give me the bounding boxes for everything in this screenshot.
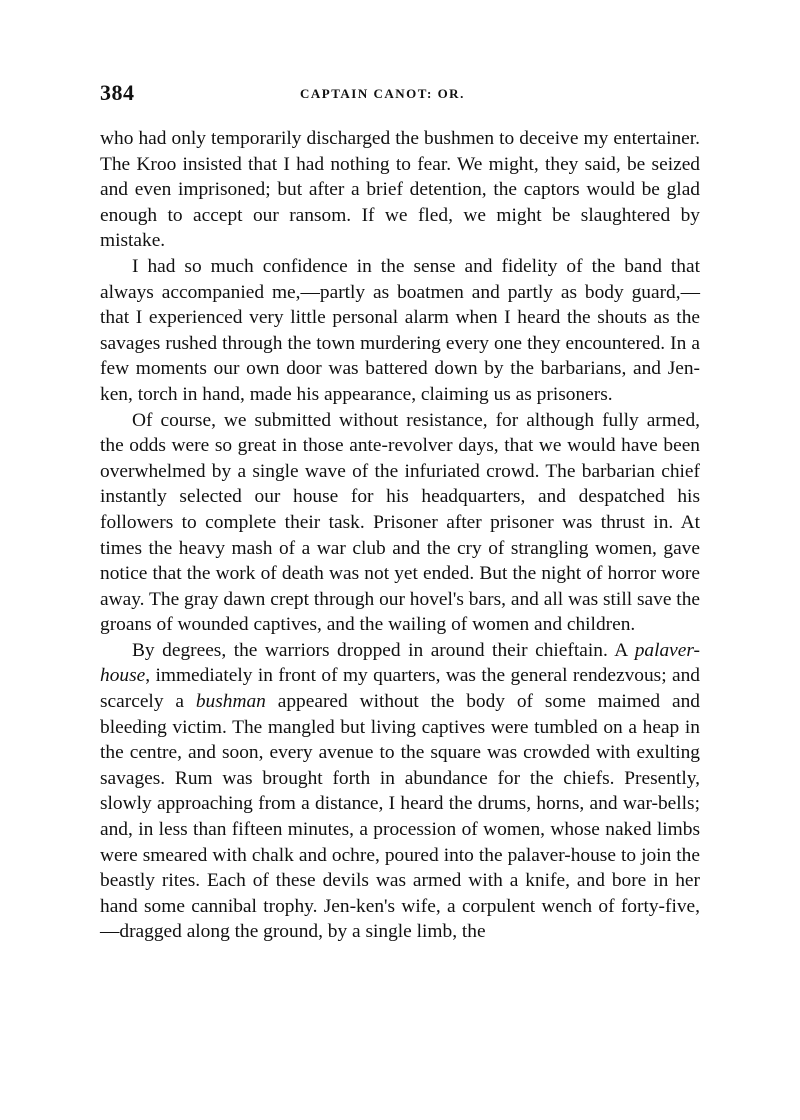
italic-bushman: bushman (195, 691, 266, 713)
paragraph-3: Of course, we submitted without resistance, for although fully armed, the odds were so great in those ante-revolver days, that we would have been overwhelmed by a single wave of the infuriated crowd. The barbarian chief instantly selected our house for his headquarters, and despatched his followers to complete their task. Prisoner after prisoner was thrust in. At times the heavy mash of a war club and the cry of strangling women, gave notice that the work of death was not yet ended. But the night of horror wore away. The gray dawn crept through our hovel's bars, and all was still save the groans of wounded captives, and the wailing of women and children. (100, 409, 700, 636)
paragraph-4-text-c: , immediately in front of my quarters, was the general rendezvous; and scarcely a (100, 665, 700, 713)
body-text (100, 126, 700, 945)
paragraph-1: who had only temporarily discharged the bushmen to deceive my entertainer. The Kroo insisted that I had nothing to fear. We might, they said, be seized and even imprisoned; but after a brief detention, the captors would be glad enough to accept our ransom. If we fled, we might be slaughtered by mistake. (100, 128, 700, 252)
paragraph-4-text-a: By degrees, the warriors dropped in around their chieftain. A (132, 639, 635, 661)
running-title: CAPTAIN CANOT: OR. (300, 86, 465, 101)
italic-palaver-house: palaver-house (100, 639, 700, 687)
paragraph-2: I had so much confidence in the sense and fidelity of the band that always accompanied me,—partly as boatmen and partly as body guard,—that I experienced very little personal alarm when I heard the shouts as the savages rushed through the town murdering every one they encountered. In a few moments our own door was battered down by the barbarians, and Jen-ken, torch in hand, made his appearance, claiming us as prisoners. (100, 255, 700, 405)
page-number: 384 (100, 80, 135, 105)
running-head (100, 80, 700, 110)
paragraph-4 (100, 638, 700, 945)
paragraph-4-text-e: appeared without the body of some maimed and bleeding victim. The mangled but living captives were tumbled on a heap in the centre, and soon, every avenue to the square was crowded with exulting savages. Rum was brought forth in abundance for the chiefs. Presently, slowly approaching from a distance, I heard the drums, horns, and war-bells; and, in less than fifteen minutes, a procession of women, whose naked limbs were smeared with chalk and ochre, poured into the palaver-house to join the beastly rites. Each of these devils was armed with a knife, and bore in her hand some cannibal trophy. Jen-ken's wife, a corpulent wench of forty-five,—dragged along the ground, by a single limb, the (100, 691, 700, 943)
